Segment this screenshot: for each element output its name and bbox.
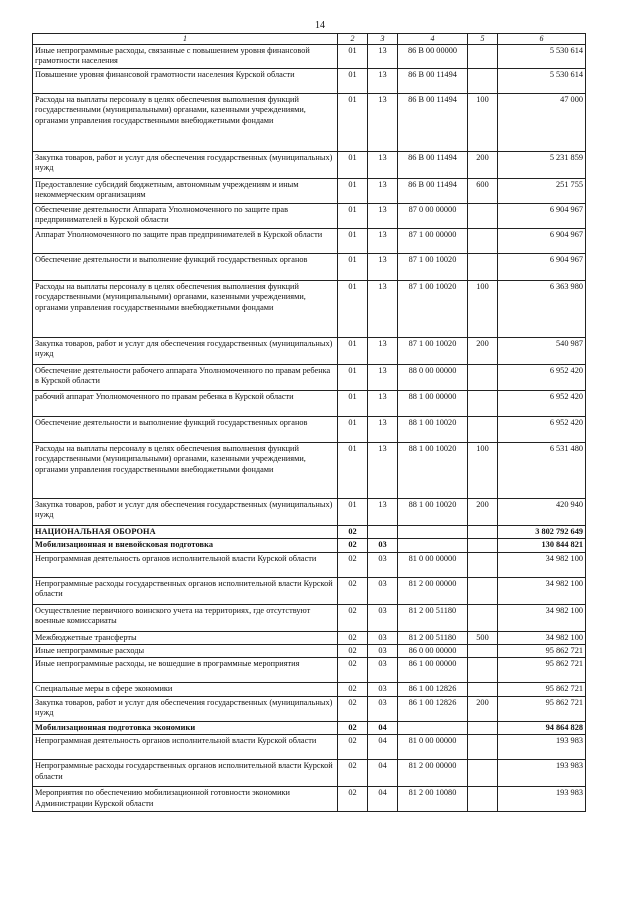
row-name-cell: Непрограммная деятельность органов исполнительной власти Курской области [33,735,338,760]
row-expense-type-cell [468,735,498,760]
row-subsection-cell: 04 [368,787,398,812]
row-target-article-cell [398,539,468,552]
row-section-cell: 01 [338,152,368,179]
row-expense-type-cell [468,683,498,696]
row-amount-cell: 5 231 859 [498,152,586,179]
row-amount-cell: 540 987 [498,338,586,365]
row-target-article-cell: 86 В 00 00000 [398,45,468,69]
row-target-article-cell: 86 1 00 00000 [398,658,468,683]
row-expense-type-cell [468,391,498,417]
table-row [33,152,586,179]
row-subsection-cell: 13 [368,254,398,281]
row-target-article-cell: 88 0 00 00000 [398,365,468,391]
row-target-article-cell: 81 0 00 00000 [398,552,468,577]
row-subsection-cell: 03 [368,696,398,721]
table-row [33,631,586,644]
row-expense-type-cell: 100 [468,281,498,338]
row-amount-cell: 193 983 [498,787,586,812]
row-amount-cell: 5 530 614 [498,45,586,69]
row-expense-type-cell [468,577,498,604]
row-subsection-cell: 13 [368,94,398,152]
row-section-cell: 02 [338,683,368,696]
row-name-cell: Расходы на выплаты персоналу в целях обеспечения выполнения функций государственными (муниципальными) органами, казенными учреждениями, органами управления государственными внебюджетными фондами [33,443,338,499]
row-amount-cell: 6 904 967 [498,254,586,281]
row-target-article-cell [398,526,468,539]
row-subsection-cell: 13 [368,45,398,69]
row-target-article-cell: 81 2 00 00000 [398,760,468,787]
row-target-article-cell [398,721,468,734]
column-number-row [33,34,586,45]
row-expense-type-cell: 500 [468,631,498,644]
row-amount-cell: 6 952 420 [498,365,586,391]
row-subsection-cell [368,526,398,539]
row-subsection-cell: 13 [368,69,398,94]
table-row [33,229,586,254]
row-section-cell: 01 [338,443,368,499]
table-row [33,552,586,577]
row-subsection-cell: 04 [368,721,398,734]
table-row [33,645,586,658]
table-row [33,443,586,499]
row-name-cell: Иные непрограммные расходы, не вошедшие в программные мероприятия [33,658,338,683]
row-expense-type-cell [468,658,498,683]
row-subsection-cell: 13 [368,417,398,443]
row-name-cell: НАЦИОНАЛЬНАЯ ОБОРОНА [33,526,338,539]
row-target-article-cell: 88 1 00 10020 [398,443,468,499]
row-section-cell: 02 [338,645,368,658]
row-expense-type-cell [468,365,498,391]
row-name-cell: Закупка товаров, работ и услуг для обеспечения государственных (муниципальных) нужд [33,338,338,365]
row-section-cell: 01 [338,338,368,365]
row-name-cell: Непрограммные расходы государственных органов исполнительной власти Курской области [33,760,338,787]
row-expense-type-cell [468,526,498,539]
row-target-article-cell: 81 2 00 51180 [398,604,468,631]
table-row [33,281,586,338]
column-number-3: 3 [368,34,398,45]
row-name-cell: Обеспечение деятельности и выполнение функций государственных органов [33,254,338,281]
table-row [33,391,586,417]
row-amount-cell: 6 904 967 [498,229,586,254]
row-amount-cell: 34 982 100 [498,552,586,577]
row-name-cell: Расходы на выплаты персоналу в целях обеспечения выполнения функций государственными (муниципальными) органами, казенными учреждениями, органами управления государственными внебюджетными фондами [33,281,338,338]
row-target-article-cell: 87 0 00 00000 [398,204,468,229]
column-number-1: 1 [33,34,338,45]
table-row [33,604,586,631]
row-name-cell: Мобилизационная и вневойсковая подготовка [33,539,338,552]
row-expense-type-cell [468,254,498,281]
row-subsection-cell: 03 [368,539,398,552]
row-name-cell: Непрограммные расходы государственных органов исполнительной власти Курской области [33,577,338,604]
row-subsection-cell: 13 [368,281,398,338]
row-section-cell: 02 [338,760,368,787]
row-target-article-cell: 86 В 00 11494 [398,69,468,94]
row-subsection-cell: 03 [368,658,398,683]
row-name-cell: Специальные меры в сфере экономики [33,683,338,696]
row-target-article-cell: 88 1 00 10020 [398,499,468,526]
row-section-cell: 02 [338,539,368,552]
row-subsection-cell: 13 [368,391,398,417]
row-name-cell: Расходы на выплаты персоналу в целях обеспечения выполнения функций государственными (муниципальными) органами, казенными учреждениями, органами управления государственными внебюджетными фондами [33,94,338,152]
table-row [33,683,586,696]
row-section-cell: 01 [338,45,368,69]
row-name-cell: Обеспечение деятельности и выполнение функций государственных органов [33,417,338,443]
row-expense-type-cell [468,604,498,631]
row-amount-cell: 193 983 [498,735,586,760]
row-target-article-cell: 87 1 00 10020 [398,338,468,365]
budget-rows [33,45,586,812]
row-target-article-cell: 87 1 00 00000 [398,229,468,254]
row-subsection-cell: 13 [368,443,398,499]
row-amount-cell: 94 864 828 [498,721,586,734]
table-row [33,787,586,812]
table-row [33,760,586,787]
row-expense-type-cell [468,45,498,69]
row-target-article-cell: 86 1 00 12826 [398,696,468,721]
row-section-cell: 01 [338,281,368,338]
column-number-2: 2 [338,34,368,45]
column-number-5: 5 [468,34,498,45]
row-target-article-cell: 81 2 00 00000 [398,577,468,604]
table-row [33,338,586,365]
table-row [33,365,586,391]
row-section-cell: 01 [338,391,368,417]
page-number: 14 [315,20,325,31]
row-amount-cell: 6 904 967 [498,204,586,229]
row-section-cell: 02 [338,526,368,539]
row-name-cell: Межбюджетные трансферты [33,631,338,644]
row-name-cell: Мобилизационная подготовка экономики [33,721,338,734]
table-row [33,696,586,721]
row-expense-type-cell [468,539,498,552]
row-expense-type-cell [468,760,498,787]
row-name-cell: рабочий аппарат Уполномоченного по правам ребенка в Курской области [33,391,338,417]
table-row [33,735,586,760]
table-row [33,94,586,152]
table-row [33,526,586,539]
row-expense-type-cell [468,204,498,229]
row-subsection-cell: 13 [368,338,398,365]
row-amount-cell: 47 000 [498,94,586,152]
row-name-cell: Мероприятия по обеспечению мобилизационной готовности экономики Администрации Курской области [33,787,338,812]
row-subsection-cell: 03 [368,631,398,644]
table-row [33,721,586,734]
row-section-cell: 01 [338,94,368,152]
row-target-article-cell: 86 В 00 11494 [398,152,468,179]
row-name-cell: Аппарат Уполномоченного по защите прав предпринимателей в Курской области [33,229,338,254]
row-section-cell: 02 [338,787,368,812]
row-section-cell: 01 [338,69,368,94]
row-section-cell: 02 [338,696,368,721]
row-amount-cell: 6 952 420 [498,417,586,443]
row-section-cell: 01 [338,254,368,281]
row-name-cell: Обеспечение деятельности Аппарата Уполномоченного по защите прав предпринимателей в Курской области [33,204,338,229]
row-amount-cell: 3 802 792 649 [498,526,586,539]
row-section-cell: 02 [338,721,368,734]
row-subsection-cell: 13 [368,229,398,254]
row-name-cell: Закупка товаров, работ и услуг для обеспечения государственных (муниципальных) нужд [33,152,338,179]
row-name-cell: Повышение уровня финансовой грамотности населения Курской области [33,69,338,94]
table-row [33,45,586,69]
row-expense-type-cell [468,229,498,254]
row-subsection-cell: 13 [368,179,398,204]
row-target-article-cell: 81 2 00 51180 [398,631,468,644]
row-target-article-cell: 86 1 00 12826 [398,683,468,696]
row-name-cell: Закупка товаров, работ и услуг для обеспечения государственных (муниципальных) нужд [33,499,338,526]
row-target-article-cell: 87 1 00 10020 [398,281,468,338]
row-name-cell: Иные непрограммные расходы, связанные с повышением уровня финансовой грамотности населения [33,45,338,69]
row-section-cell: 02 [338,658,368,683]
row-section-cell: 01 [338,417,368,443]
table-row [33,417,586,443]
row-expense-type-cell [468,721,498,734]
row-amount-cell: 34 982 100 [498,577,586,604]
row-target-article-cell: 86 В 00 11494 [398,94,468,152]
table-row [33,499,586,526]
row-amount-cell: 6 531 480 [498,443,586,499]
row-expense-type-cell [468,645,498,658]
row-expense-type-cell [468,552,498,577]
row-name-cell: Обеспечение деятельности рабочего аппарата Уполномоченного по правам ребенка в Курской области [33,365,338,391]
row-expense-type-cell: 100 [468,443,498,499]
row-name-cell: Предоставление субсидий бюджетным, автономным учреждениям и иным некоммерческим организациям [33,179,338,204]
row-expense-type-cell [468,69,498,94]
row-amount-cell: 95 862 721 [498,645,586,658]
row-name-cell: Осуществление первичного воинского учета на территориях, где отсутствуют военные комиссариаты [33,604,338,631]
row-subsection-cell: 13 [368,365,398,391]
row-name-cell: Иные непрограммные расходы [33,645,338,658]
row-subsection-cell: 13 [368,499,398,526]
table-row [33,179,586,204]
row-subsection-cell: 03 [368,552,398,577]
row-expense-type-cell: 200 [468,696,498,721]
budget-table [32,33,586,812]
row-target-article-cell: 88 1 00 00000 [398,391,468,417]
row-section-cell: 02 [338,631,368,644]
row-section-cell: 01 [338,204,368,229]
row-section-cell: 02 [338,552,368,577]
row-subsection-cell: 04 [368,760,398,787]
row-name-cell: Непрограммная деятельность органов исполнительной власти Курской области [33,552,338,577]
row-section-cell: 01 [338,179,368,204]
row-subsection-cell: 03 [368,683,398,696]
row-amount-cell: 6 952 420 [498,391,586,417]
row-expense-type-cell: 200 [468,499,498,526]
row-expense-type-cell [468,787,498,812]
row-section-cell: 02 [338,735,368,760]
row-amount-cell: 95 862 721 [498,696,586,721]
table-row [33,204,586,229]
row-amount-cell: 5 530 614 [498,69,586,94]
row-amount-cell: 95 862 721 [498,683,586,696]
table-row [33,577,586,604]
row-amount-cell: 6 363 980 [498,281,586,338]
row-target-article-cell: 86 0 00 00000 [398,645,468,658]
row-subsection-cell: 03 [368,645,398,658]
row-subsection-cell: 03 [368,604,398,631]
table-row [33,254,586,281]
row-section-cell: 02 [338,577,368,604]
row-target-article-cell: 86 В 00 11494 [398,179,468,204]
column-number-6: 6 [498,34,586,45]
row-name-cell: Закупка товаров, работ и услуг для обеспечения государственных (муниципальных) нужд [33,696,338,721]
row-subsection-cell: 13 [368,152,398,179]
row-section-cell: 01 [338,365,368,391]
row-expense-type-cell: 200 [468,338,498,365]
row-amount-cell: 193 983 [498,760,586,787]
row-target-article-cell: 81 0 00 00000 [398,735,468,760]
table-row [33,69,586,94]
row-expense-type-cell: 100 [468,94,498,152]
row-expense-type-cell: 600 [468,179,498,204]
row-amount-cell: 420 940 [498,499,586,526]
row-target-article-cell: 88 1 00 10020 [398,417,468,443]
row-amount-cell: 34 982 100 [498,631,586,644]
row-subsection-cell: 13 [368,204,398,229]
row-amount-cell: 34 982 100 [498,604,586,631]
table-row [33,658,586,683]
row-amount-cell: 130 844 821 [498,539,586,552]
row-subsection-cell: 04 [368,735,398,760]
row-subsection-cell: 03 [368,577,398,604]
column-number-4: 4 [398,34,468,45]
row-target-article-cell: 87 1 00 10020 [398,254,468,281]
row-target-article-cell: 81 2 00 10080 [398,787,468,812]
row-section-cell: 01 [338,229,368,254]
row-expense-type-cell [468,417,498,443]
table-row [33,539,586,552]
row-expense-type-cell: 200 [468,152,498,179]
row-amount-cell: 251 755 [498,179,586,204]
row-section-cell: 01 [338,499,368,526]
row-section-cell: 02 [338,604,368,631]
row-amount-cell: 95 862 721 [498,658,586,683]
